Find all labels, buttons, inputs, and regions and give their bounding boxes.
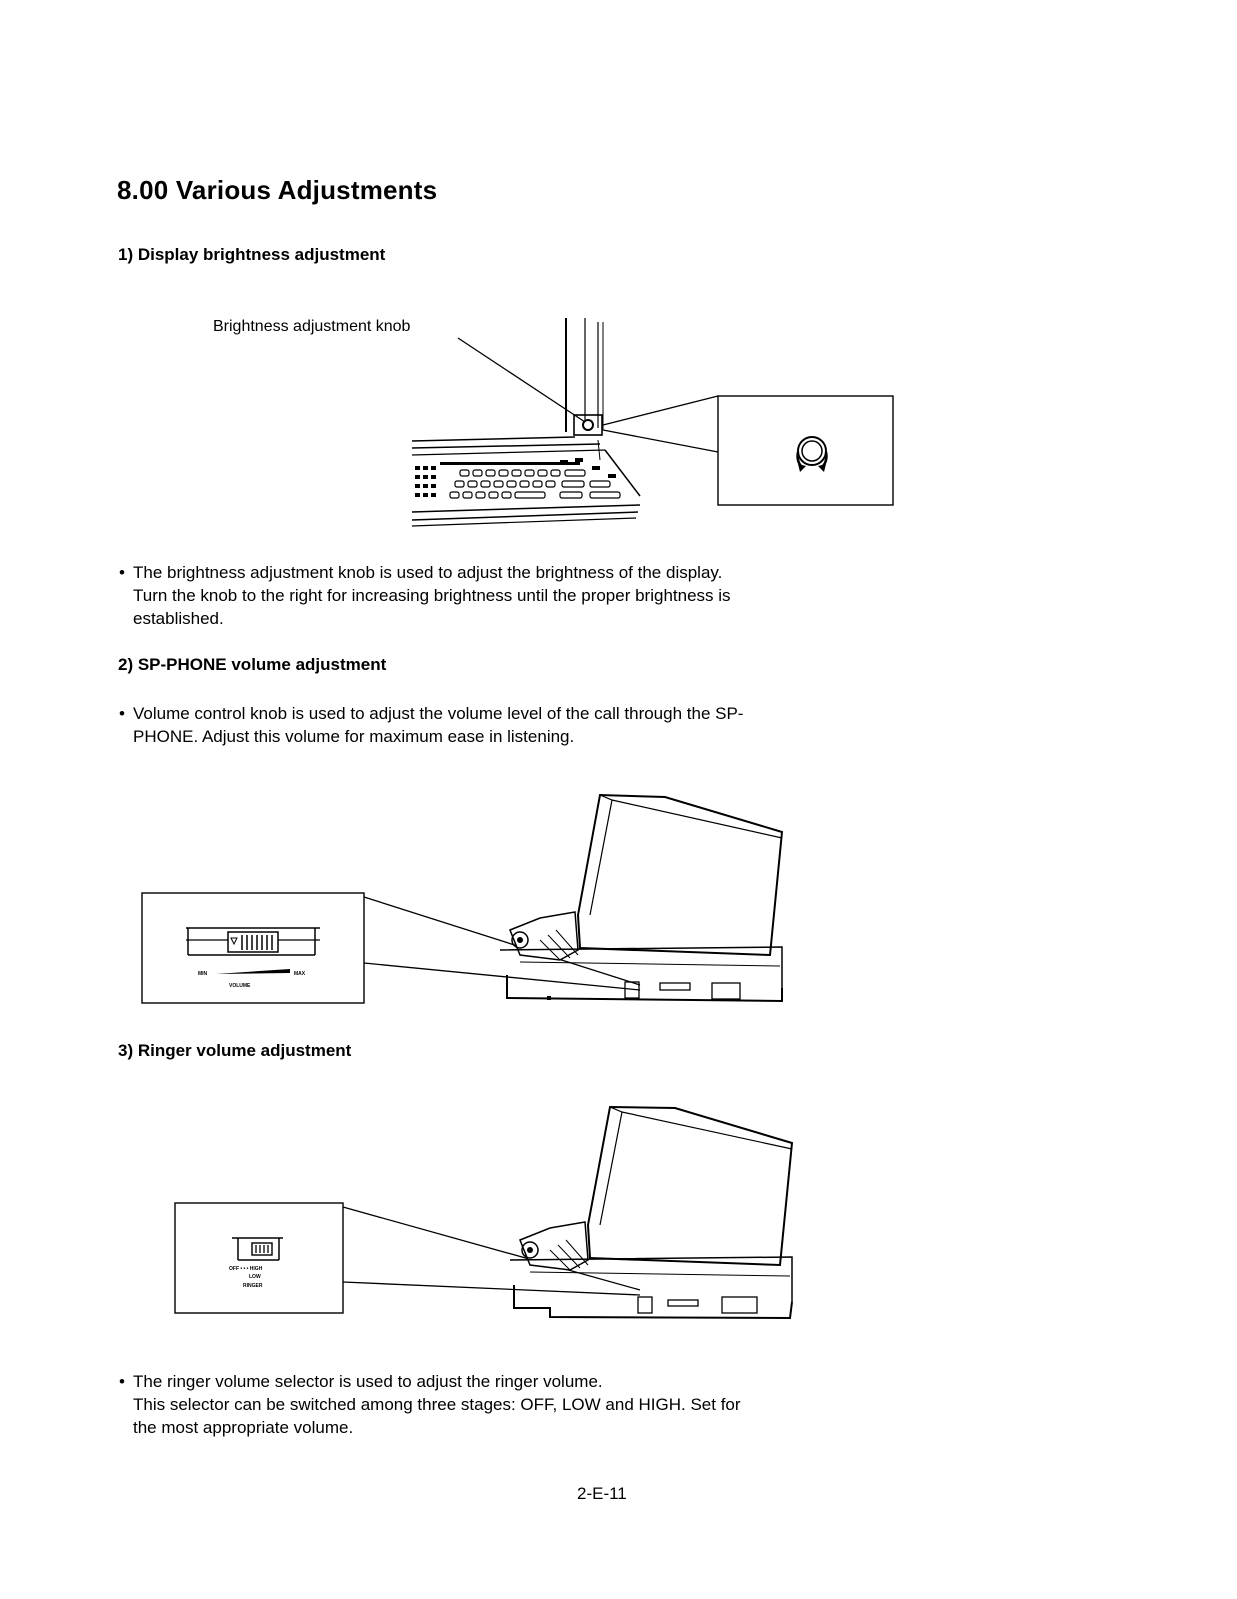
brightness-knob-callout: Brightness adjustment knob xyxy=(213,318,411,335)
page-number: 2-E-11 xyxy=(577,1484,627,1503)
bullet: • xyxy=(119,563,125,582)
brightness-line-2: Turn the knob to the right for increasing brightness until the proper brightness is xyxy=(133,586,731,605)
bullet: • xyxy=(119,1372,125,1391)
volume-label: VOLUME xyxy=(229,983,251,989)
bullet: • xyxy=(119,704,125,723)
ringer-line-2: This selector can be switched among three stages: OFF, LOW and HIGH. Set for xyxy=(133,1395,741,1414)
section-2-heading: 2) SP-PHONE volume adjustment xyxy=(118,655,387,674)
ringer-low-label: LOW xyxy=(249,1274,261,1280)
ringer-paragraph xyxy=(119,1370,873,1439)
spphone-paragraph xyxy=(119,702,873,748)
volume-min-label: MIN xyxy=(198,971,208,977)
volume-max-label: MAX xyxy=(294,971,306,977)
section-3-heading: 3) Ringer volume adjustment xyxy=(118,1041,352,1060)
ringer-off-high-label: OFF • • • HIGH xyxy=(229,1266,263,1272)
page-title: 8.00 Various Adjustments xyxy=(117,175,438,205)
brightness-paragraph xyxy=(119,561,873,630)
brightness-figure xyxy=(0,0,1237,560)
brightness-line-3: established. xyxy=(133,609,224,628)
brightness-line-1: The brightness adjustment knob is used to adjust the brightness of the display. xyxy=(133,563,723,582)
spphone-volume-figure xyxy=(0,780,1237,1020)
spphone-line-1: Volume control knob is used to adjust the volume level of the call through the SP- xyxy=(133,704,744,723)
section-1-heading: 1) Display brightness adjustment xyxy=(118,245,386,264)
ringer-label: RINGER xyxy=(243,1283,263,1289)
ringer-line-3: the most appropriate volume. xyxy=(133,1418,354,1437)
spphone-line-2: PHONE. Adjust this volume for maximum ease in listening. xyxy=(133,727,575,746)
ringer-line-1: The ringer volume selector is used to adjust the ringer volume. xyxy=(133,1372,603,1391)
ringer-volume-figure xyxy=(0,1095,1237,1330)
